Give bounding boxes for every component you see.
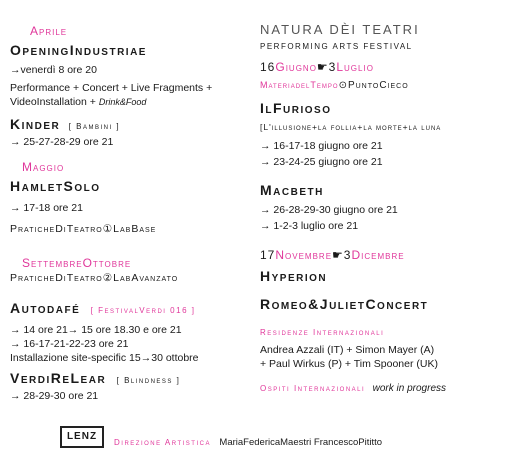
date-range-novembre-dicembre: 17Novembre☛3Dicembre: [260, 248, 405, 262]
verdi-dates: → 28-29-30 ore 21: [10, 390, 99, 402]
autodafe-row: [10, 300, 195, 318]
footer-credits: [114, 432, 382, 450]
hamlet-title: HamletSolo: [10, 178, 101, 194]
ospiti-note: work in progress: [372, 383, 446, 394]
macbeth-title: Macbeth: [260, 182, 324, 198]
verdi-title: VerdiReLear: [10, 370, 107, 386]
residenze-names-2: + Paul Wirkus (P) + Tim Spooner (UK): [260, 358, 438, 370]
materia-punto-row: [260, 80, 409, 91]
opening-title: OpeningIndustriae: [10, 42, 147, 58]
direzione-label: Direzione Artistica: [114, 438, 211, 447]
residenze-label: Residenze Internazionali: [260, 328, 385, 337]
punto-cieco-label: ⊙PuntoCieco: [338, 80, 409, 91]
direzione-names: MariaFedericaMaestri FrancescoPititto: [219, 437, 383, 448]
hyperion-title: Hyperion: [260, 268, 328, 284]
opening-desc-2: VideoInstallation + Drink&Food: [10, 96, 147, 108]
kinder-dates: → 25-27-28-29 ore 21: [10, 136, 114, 148]
festival-title: NATURA DÈI TEATRI: [260, 22, 420, 37]
autodafe-installation: Installazione site-specific 15→30 ottobre: [10, 352, 199, 364]
date-range-giugno-luglio: 16Giugno☛3Luglio: [260, 60, 374, 74]
month-aprile: Aprile: [30, 24, 68, 38]
ilfurioso-dates-2: → 23-24-25 giugno ore 21: [260, 156, 383, 168]
macbeth-dates-2: → 1-2-3 luglio ore 21: [260, 220, 359, 232]
month-maggio: Maggio: [22, 160, 65, 174]
romeo-title: Romeo&JulietConcert: [260, 296, 429, 312]
ilfurioso-dates-1: → 16-17-18 giugno ore 21: [260, 140, 383, 152]
lenz-logo: LENZ: [60, 426, 104, 448]
opening-desc-1: Performance + Concert + Live Fragments +: [10, 82, 213, 94]
festival-subtitle: PERFORMING ARTS FESTIVAL: [260, 42, 413, 51]
autodafe-title: Autodafé: [10, 300, 81, 316]
month-settembre-ottobre: SettembreOttobre: [22, 256, 132, 270]
verdi-tag: [ Blindness ]: [116, 376, 181, 385]
ilfurioso-title: IlFurioso: [260, 100, 332, 116]
materia-label: MateriadelTempo: [260, 80, 339, 90]
kinder-tag: [ Bambini ]: [68, 122, 121, 131]
ospiti-row: [260, 378, 446, 396]
verdi-row: [10, 370, 180, 388]
macbeth-dates-1: → 26-28-29-30 giugno ore 21: [260, 204, 398, 216]
autodafe-dates-1: → 14 ore 21→ 15 ore 18.30 e ore 21: [10, 324, 182, 336]
kinder-row: [10, 116, 120, 134]
kinder-title: Kinder: [10, 116, 61, 132]
pratiche-labbase: PraticheDiTeatro①LabBase: [10, 223, 157, 235]
ospiti-label: Ospiti Internazionali: [260, 384, 366, 393]
hamlet-dates: → 17-18 ore 21: [10, 202, 83, 214]
residenze-names-1: Andrea Azzali (IT) + Simon Mayer (A): [260, 344, 435, 356]
autodafe-dates-2: → 16-17-21-22-23 ore 21: [10, 338, 129, 350]
pratiche-labavanzato: PraticheDiTeatro②LabAvanzato: [10, 272, 179, 284]
ilfurioso-tag: [L'illusione+la follia+la morte+la luna: [260, 122, 442, 132]
autodafe-tag: [ FestivalVerdi 016 ]: [90, 306, 196, 315]
opening-date: →venerdì 8 ore 20: [10, 64, 97, 76]
